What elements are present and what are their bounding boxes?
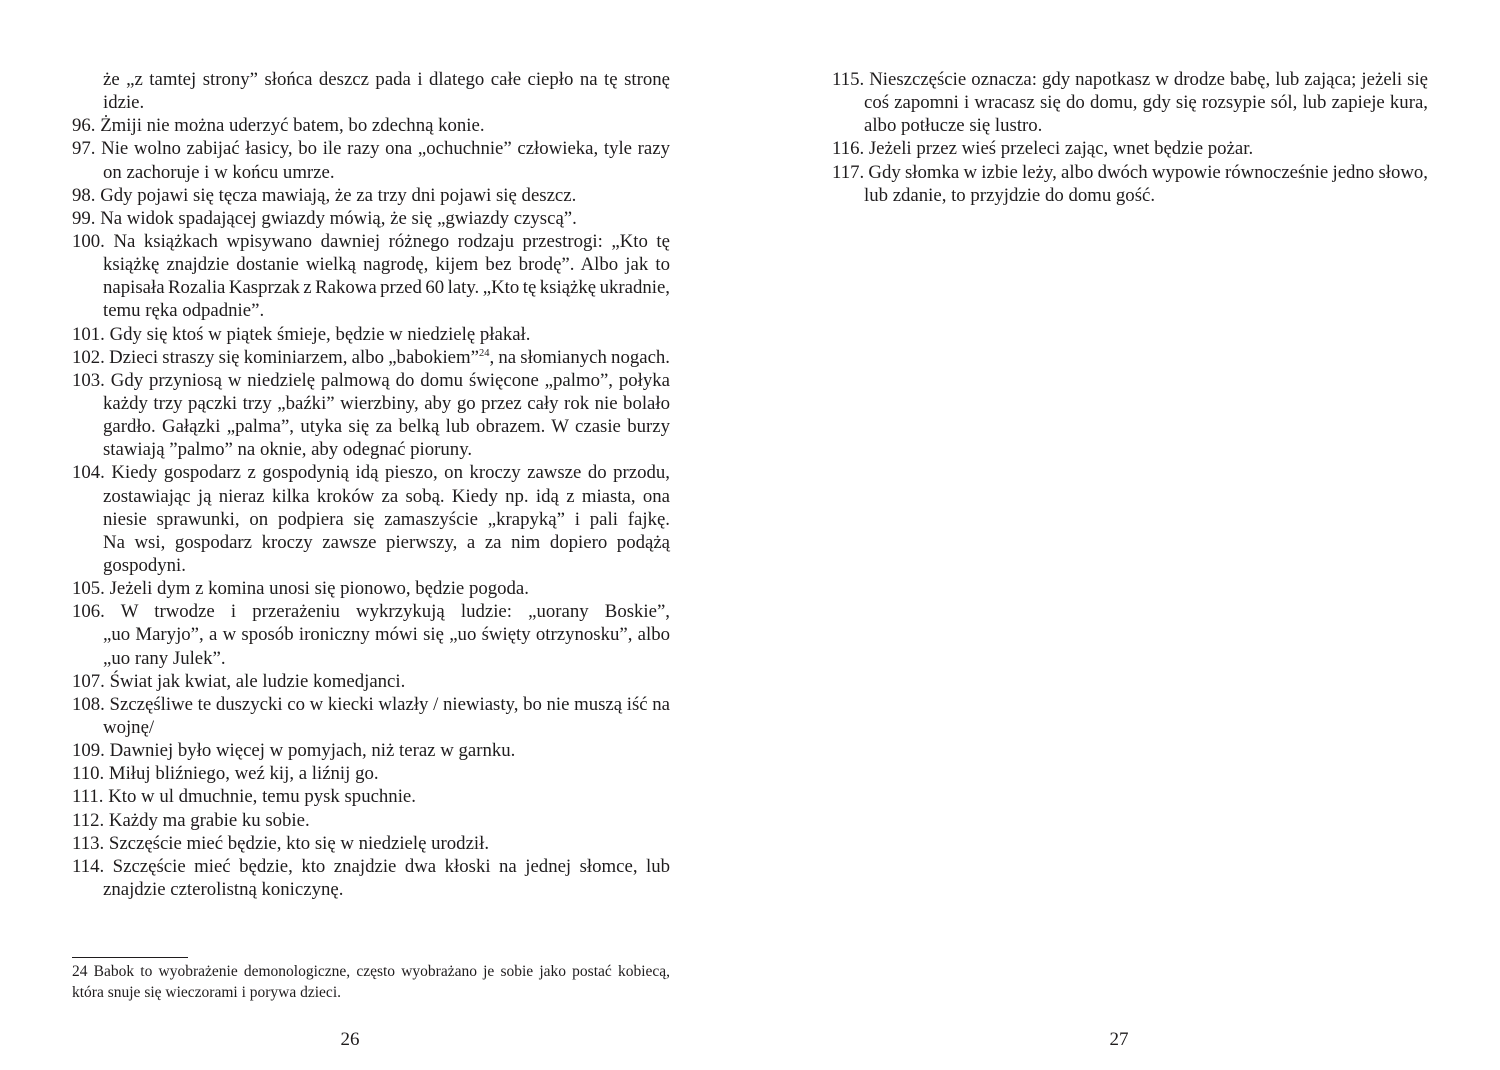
item-number: 105. xyxy=(72,578,105,600)
text-line xyxy=(72,207,670,230)
text-line xyxy=(72,832,670,855)
line-text: Miłuj bliźniego, weź kij, a liźnij go. xyxy=(108,763,379,785)
text-line xyxy=(72,785,670,808)
list-item xyxy=(72,369,670,462)
item-number: 111. xyxy=(72,786,104,808)
text-line xyxy=(832,68,1428,91)
text-line xyxy=(72,392,670,415)
line-text: zostawiając ją nieraz kilka kroków za sobą. Kiedy np. idą z miasta, ona xyxy=(103,485,670,507)
text-line xyxy=(832,91,1428,114)
item-number: 114. xyxy=(72,855,105,877)
text-line xyxy=(72,670,670,693)
left-page-text xyxy=(72,68,670,901)
list-item xyxy=(72,762,670,785)
text-line xyxy=(72,600,670,623)
text-line xyxy=(72,461,670,484)
line-text: „uo Maryjo”, a w sposób ironiczny mówi się „uo święty otrzynosku”, albo xyxy=(103,624,670,646)
list-item xyxy=(72,855,670,901)
line-text: gardło. Gałązki „palma”, utyka się za belką lub obrazem. W czasie burzy xyxy=(103,416,670,438)
line-text: Gdy przyniosą w niedzielę palmową do domu święcone „palmo”, połyka xyxy=(110,369,670,391)
footnote-text: która snuje się wieczorami i porywa dzieci. xyxy=(72,984,341,1001)
right-page-text xyxy=(832,68,1428,207)
item-number: 99. xyxy=(72,207,96,229)
item-number: 112. xyxy=(72,809,105,831)
line-text: idzie. xyxy=(103,92,145,114)
footnote-reference: 24 xyxy=(478,347,490,359)
text-line xyxy=(72,68,670,91)
line-text: Na widok spadającej gwiazdy mówią, że się „gwiazdy czyscą”. xyxy=(100,207,577,229)
text-line xyxy=(72,554,670,577)
list-item xyxy=(72,323,670,346)
text-line xyxy=(72,739,670,762)
line-text: napisała Rozalia Kasprzak z Rakowa przed 60 laty. „Kto tę książkę ukradnie, xyxy=(103,277,670,299)
text-line xyxy=(72,855,670,878)
line-text: on zachoruje i w końcu umrze. xyxy=(103,161,335,183)
footnote-line xyxy=(72,961,670,982)
item-number: 97. xyxy=(72,138,96,160)
item-number: 104. xyxy=(72,462,105,484)
line-text: Nie wolno zabijać łasicy, bo ile razy ona „ochuchnie” człowieka, tyle razy xyxy=(101,138,670,160)
item-number: 101. xyxy=(72,323,105,345)
item-number: 106. xyxy=(72,601,105,623)
text-line xyxy=(72,299,670,322)
list-item xyxy=(72,670,670,693)
footnote xyxy=(72,961,670,1003)
text-line xyxy=(72,762,670,785)
text-line xyxy=(72,693,670,716)
line-text: książkę znajdzie dostanie wielką nagrodę, kijem bez brodę”. Albo jak to xyxy=(103,254,670,276)
line-text: Jeżeli dym z komina unosi się pionowo, będzie pogoda. xyxy=(109,578,529,600)
line-text: Na książkach wpisywano dawniej różnego rodzaju przestrogi: „Kto tę xyxy=(113,230,670,252)
list-item xyxy=(72,832,670,855)
list-item xyxy=(72,230,670,323)
item-number: 115. xyxy=(832,69,865,90)
text-line xyxy=(72,137,670,160)
footnote-number: 24 xyxy=(72,963,88,980)
text-line xyxy=(72,809,670,832)
list-item xyxy=(72,693,670,739)
page-number-left: 26 xyxy=(340,1029,360,1050)
item-number: 102. xyxy=(72,346,105,368)
item-number: 108. xyxy=(72,693,105,715)
line-text: Gdy słomka w izbie leży, albo dwóch wypowie równocześnie jedno słowo, xyxy=(868,161,1429,183)
line-text: że „z tamtej strony” słońca deszcz pada i dlatego całe ciepło na tę stronę xyxy=(103,69,670,90)
list-item xyxy=(72,739,670,762)
text-line xyxy=(72,878,670,901)
list-item xyxy=(72,114,670,137)
line-text: albo potłucze się lustro. xyxy=(864,115,1043,137)
text-line xyxy=(72,369,670,392)
list-item xyxy=(72,207,670,230)
list-item xyxy=(832,137,1428,160)
item-number: 116. xyxy=(832,138,865,160)
list-item xyxy=(72,809,670,832)
text-line xyxy=(832,184,1428,207)
item-number: 109. xyxy=(72,740,105,762)
list-item xyxy=(72,461,670,577)
line-text: Nieszczęście oznacza: gdy napotkasz w drodze babę, lub zająca; jeżeli się xyxy=(869,69,1428,90)
item-number: 117. xyxy=(832,161,865,183)
text-line xyxy=(72,508,670,531)
line-text: lub zdanie, to przyjdzie do domu gość. xyxy=(864,184,1156,206)
list-item xyxy=(72,785,670,808)
list-item xyxy=(72,184,670,207)
line-text: znajdzie czterolistną koniczynę. xyxy=(103,878,344,900)
list-item xyxy=(72,600,670,669)
item-number: 96. xyxy=(72,115,96,137)
text-line xyxy=(72,276,670,299)
line-text: Każdy ma grabie ku sobie. xyxy=(108,809,310,831)
line-text: Żmiji nie można uderzyć batem, bo zdechną konie. xyxy=(100,115,485,137)
text-line xyxy=(832,114,1428,137)
text-line xyxy=(72,438,670,461)
line-text: „uo rany Julek”. xyxy=(103,647,226,669)
line-text: Dzieci straszy się kominiarzem, albo „babokiem” xyxy=(109,346,479,368)
line-text: Szczęście mieć będzie, kto się w niedzielę urodził. xyxy=(108,832,490,854)
line-text: Na wsi, gospodarz kroczy zawsze pierwszy, a za nim dopiero podążą xyxy=(103,531,670,553)
item-number: 113. xyxy=(72,832,105,854)
line-text: coś zapomni i wracasz się do domu, gdy się rozsypie sól, lub zapieje kura, xyxy=(864,92,1428,114)
line-text: , na słomianych nogach. xyxy=(489,346,670,368)
item-number: 98. xyxy=(72,184,96,206)
text-line xyxy=(72,716,670,739)
text-line xyxy=(72,415,670,438)
line-text: każdy trzy pączki trzy „baźki” wierzbiny, aby go przez cały rok nie bolało xyxy=(103,392,670,414)
line-text: Świat jak kwiat, ale ludzie komedjanci. xyxy=(109,670,406,692)
line-text: Jeżeli przez wieś przeleci zając, wnet będzie pożar. xyxy=(868,138,1254,160)
item-number: 103. xyxy=(72,369,105,391)
footnote-text: Babok to wyobrażenie demonologiczne, często wyobrażano je sobie jako postać kobiecą, xyxy=(93,963,671,980)
line-text: W trwodze i przerażeniu wykrzykują ludzie: „uorany Boskie”, xyxy=(120,601,670,623)
line-text: Kto w ul dmuchnie, temu pysk spuchnie. xyxy=(108,786,416,808)
text-line xyxy=(72,531,670,554)
line-text: Kiedy gospodarz z gospodynią idą pieszo, on kroczy zawsze do przodu, xyxy=(111,462,670,484)
text-line xyxy=(72,323,670,346)
text-line xyxy=(832,161,1428,184)
text-line xyxy=(72,623,670,646)
item-number: 100. xyxy=(72,230,105,252)
text-line xyxy=(832,137,1428,160)
text-line xyxy=(72,114,670,137)
list-item xyxy=(72,68,670,114)
text-line xyxy=(72,91,670,114)
item-number: 110. xyxy=(72,763,105,785)
line-text: wojnę/ xyxy=(103,716,155,738)
footnote-line xyxy=(72,982,670,1003)
text-line xyxy=(72,253,670,276)
list-item xyxy=(72,577,670,600)
list-item xyxy=(832,68,1428,137)
list-item xyxy=(72,137,670,183)
page-number-right: 27 xyxy=(1109,1029,1129,1050)
text-line xyxy=(72,577,670,600)
list-item xyxy=(72,346,670,369)
line-text: niesie sprawunki, on podpiera się zamaszyście „krapyką” i pali fajkę. xyxy=(103,508,670,530)
line-text: Gdy się ktoś w piątek śmieje, będzie w niedzielę płakał. xyxy=(109,323,531,345)
footnote-rule xyxy=(72,957,188,958)
line-text: Dawniej było więcej w pomyjach, niż teraz w garnku. xyxy=(109,740,516,762)
text-line xyxy=(72,647,670,670)
line-text: Gdy pojawi się tęcza mawiają, że za trzy dni pojawi się deszcz. xyxy=(100,184,577,206)
text-line xyxy=(72,485,670,508)
text-line xyxy=(72,230,670,253)
text-line xyxy=(72,184,670,207)
line-text: temu ręka odpadnie”. xyxy=(103,300,265,322)
line-text: gospodyni. xyxy=(103,554,186,576)
text-line xyxy=(72,346,670,369)
item-number: 107. xyxy=(72,670,105,692)
list-item xyxy=(832,161,1428,207)
line-text: Szczęście mieć będzie, kto znajdzie dwa kłoski na jednej słomce, lub xyxy=(112,855,671,877)
line-text: stawiają ”palmo” na oknie, aby odegnać pioruny. xyxy=(103,439,473,461)
line-text: Szczęśliwe te duszycki co w kiecki wlazły / niewiasty, bo nie muszą iść na xyxy=(109,693,670,715)
text-line xyxy=(72,161,670,184)
